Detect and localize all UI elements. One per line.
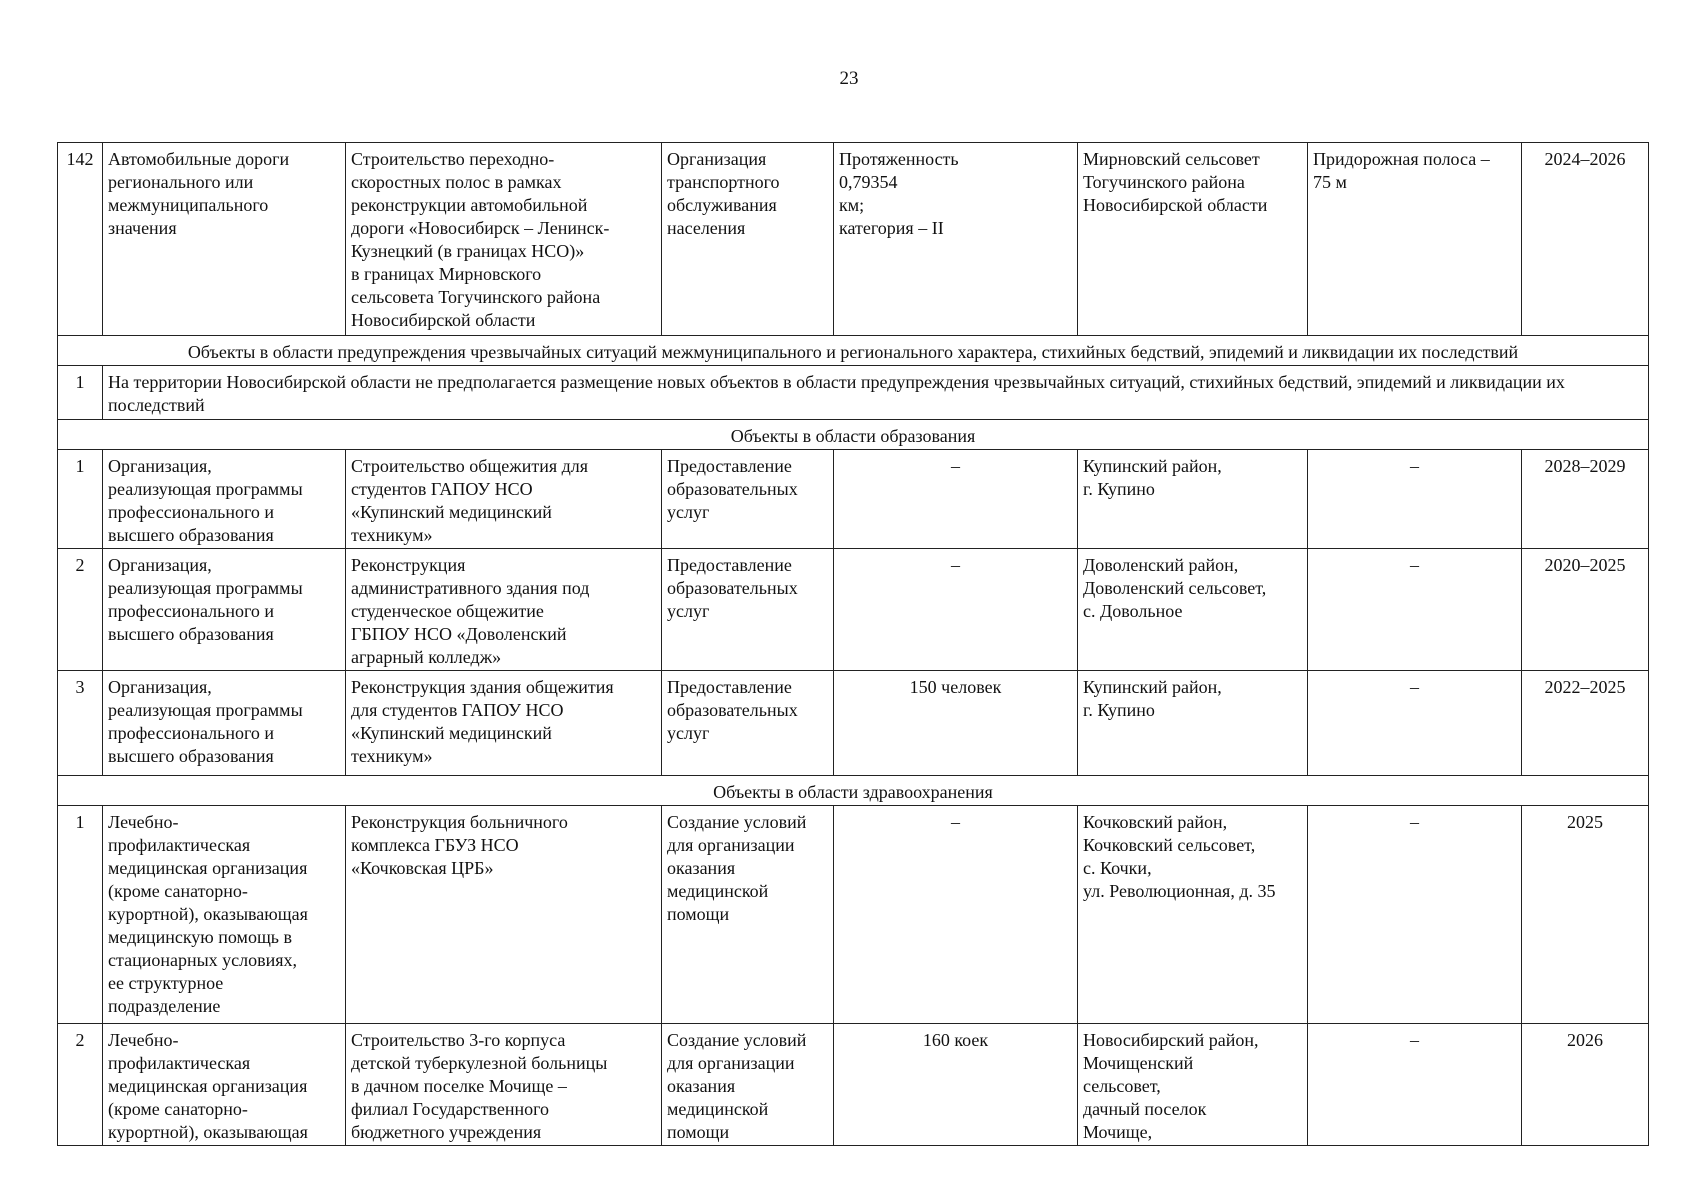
object-location: Купинский район, г. Купино <box>1078 671 1308 776</box>
object-zones: – <box>1308 1024 1522 1146</box>
row-number: 2 <box>58 1024 103 1146</box>
section-title-emergency: Объекты в области предупреждения чрезвычайных ситуаций межмуниципального и регионального характера, стихийных бедствий, эпидемий и ликвидации их последствий <box>58 336 1649 366</box>
object-type: Организация, реализующая программы профессионального и высшего образования <box>103 549 346 671</box>
object-name: Строительство общежития для студентов ГАПОУ НСО «Купинский медицинский техникум» <box>346 450 662 549</box>
page-number: 23 <box>839 68 859 89</box>
object-period: 2025 <box>1522 806 1649 1024</box>
object-period: 2020–2025 <box>1522 549 1649 671</box>
object-name: Строительство 3-го корпуса детской туберкулезной больницы в дачном поселке Мочище – филиал Государственного бюджетного учреждения <box>346 1024 662 1146</box>
table-row <box>58 671 1649 776</box>
object-zones: – <box>1308 806 1522 1024</box>
object-purpose: Предоставление образовательных услуг <box>662 671 834 776</box>
section-row <box>58 336 1649 366</box>
object-type: Автомобильные дороги регионального или межмуниципального значения <box>103 143 346 336</box>
table-row <box>58 366 1649 420</box>
object-location: Доволенский район, Доволенский сельсовет, с. Довольное <box>1078 549 1308 671</box>
section-row <box>58 420 1649 450</box>
object-purpose: Создание условий для организации оказания медицинской помощи <box>662 1024 834 1146</box>
object-zones: – <box>1308 671 1522 776</box>
object-type: Организация, реализующая программы профессионального и высшего образования <box>103 450 346 549</box>
object-period: 2024–2026 <box>1522 143 1649 336</box>
table-row <box>58 806 1649 1024</box>
table-row <box>58 549 1649 671</box>
row-number: 1 <box>58 366 103 420</box>
object-purpose: Организация транспортного обслуживания населения <box>662 143 834 336</box>
row-number: 3 <box>58 671 103 776</box>
objects-table <box>57 142 1649 1146</box>
object-period: 2026 <box>1522 1024 1649 1146</box>
object-location: Кочковский район, Кочковский сельсовет, с. Кочки, ул. Революционная, д. 35 <box>1078 806 1308 1024</box>
object-location: Купинский район, г. Купино <box>1078 450 1308 549</box>
object-type: Организация, реализующая программы профессионального и высшего образования <box>103 671 346 776</box>
object-characteristics: – <box>834 450 1078 549</box>
object-period: 2028–2029 <box>1522 450 1649 549</box>
object-location: Новосибирский район, Мочищенский сельсовет, дачный поселок Мочище, <box>1078 1024 1308 1146</box>
object-characteristics: – <box>834 549 1078 671</box>
emergency-note-text: На территории Новосибирской области не предполагается размещение новых объектов в области предупреждения чрезвычайных ситуаций, стихийных бедствий, эпидемий и ликвидации их последствий <box>103 366 1649 420</box>
object-zones: – <box>1308 549 1522 671</box>
row-number: 1 <box>58 450 103 549</box>
object-period: 2022–2025 <box>1522 671 1649 776</box>
object-characteristics: 150 человек <box>834 671 1078 776</box>
object-name: Реконструкция больничного комплекса ГБУЗ НСО «Кочковская ЦРБ» <box>346 806 662 1024</box>
section-title-health: Объекты в области здравоохранения <box>58 776 1649 806</box>
object-purpose: Предоставление образовательных услуг <box>662 549 834 671</box>
object-zones: Придорожная полоса – 75 м <box>1308 143 1522 336</box>
object-type: Лечебно- профилактическая медицинская организация (кроме санаторно- курортной), оказывающая медицинскую помощь в стационарных условиях, ее структурное подразделение <box>103 806 346 1024</box>
row-number: 142 <box>58 143 103 336</box>
row-number: 1 <box>58 806 103 1024</box>
table-row <box>58 143 1649 336</box>
object-name: Строительство переходно- скоростных полос в рамках реконструкции автомобильной дороги «Новосибирск – Ленинск- Кузнецкий (в границах НСО)» в границах Мирновского сельсовета Тогучинского района Новосибирской области <box>346 143 662 336</box>
object-characteristics: 160 коек <box>834 1024 1078 1146</box>
object-name: Реконструкция здания общежития для студентов ГАПОУ НСО «Купинский медицинский техникум» <box>346 671 662 776</box>
object-location: Мирновский сельсовет Тогучинского района Новосибирской области <box>1078 143 1308 336</box>
object-type: Лечебно- профилактическая медицинская организация (кроме санаторно- курортной), оказывающая <box>103 1024 346 1146</box>
object-purpose: Предоставление образовательных услуг <box>662 450 834 549</box>
section-row <box>58 776 1649 806</box>
object-purpose: Создание условий для организации оказания медицинской помощи <box>662 806 834 1024</box>
table-row <box>58 450 1649 549</box>
object-name: Реконструкция административного здания под студенческое общежитие ГБПОУ НСО «Доволенский аграрный колледж» <box>346 549 662 671</box>
section-title-education: Объекты в области образования <box>58 420 1649 450</box>
object-characteristics: – <box>834 806 1078 1024</box>
table-row <box>58 1024 1649 1146</box>
row-number: 2 <box>58 549 103 671</box>
object-characteristics: Протяженность 0,79354 км; категория – II <box>834 143 1078 336</box>
object-zones: – <box>1308 450 1522 549</box>
